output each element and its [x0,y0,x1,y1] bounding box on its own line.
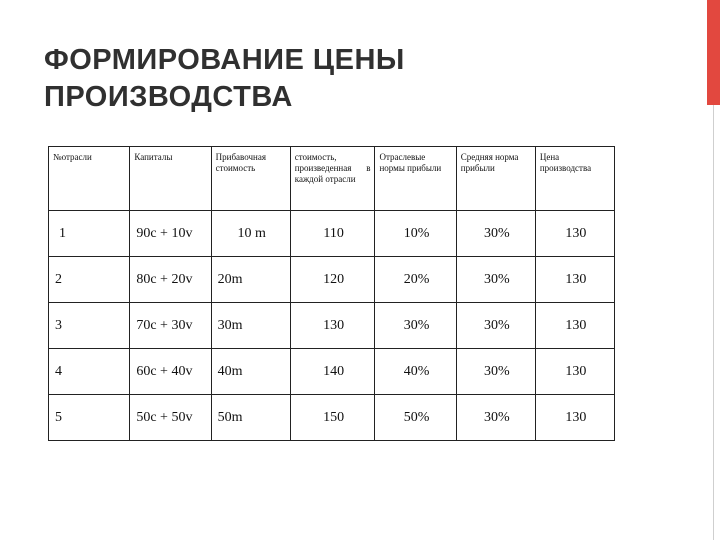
cell-capital: 70c + 30v [130,303,211,349]
cell-average-profit-rate: 30% [456,303,535,349]
cell-surplus-value: 40m [211,349,290,395]
cell-industry-profit-rate: 50% [375,395,456,441]
cell-average-profit-rate: 30% [456,211,535,257]
price-formation-table [48,146,615,441]
cell-produced-value: 150 [290,395,375,441]
slide-title [44,42,405,116]
table-row [49,257,615,303]
table-row [49,395,615,441]
header-produced-value: стоимость, произведенная в каждой отрасли [290,147,375,211]
cell-industry-profit-rate: 40% [375,349,456,395]
cell-capital: 80c + 20v [130,257,211,303]
cell-production-price: 130 [535,257,614,303]
cell-surplus-value: 20m [211,257,290,303]
table-row [49,211,615,257]
cell-industry-profit-rate: 10% [375,211,456,257]
header-industry-number: №отрасли [49,147,130,211]
cell-industry-number: 3 [49,303,130,349]
side-divider [713,105,714,540]
cell-capital: 60c + 40v [130,349,211,395]
cell-production-price: 130 [535,211,614,257]
cell-produced-value: 130 [290,303,375,349]
cell-industry-number: 1 [49,211,130,257]
header-capital: Капиталы [130,147,211,211]
accent-bar [707,0,720,105]
cell-surplus-value: 30m [211,303,290,349]
cell-average-profit-rate: 30% [456,349,535,395]
header-average-profit-rate: Средняя норма прибыли [456,147,535,211]
cell-surplus-value: 10 m [211,211,290,257]
cell-average-profit-rate: 30% [456,257,535,303]
slide-title-line-2: ПРОИЗВОДСТВА [44,81,293,113]
cell-capital: 90c + 10v [130,211,211,257]
cell-industry-number: 4 [49,349,130,395]
cell-average-profit-rate: 30% [456,395,535,441]
cell-production-price: 130 [535,303,614,349]
cell-surplus-value: 50m [211,395,290,441]
header-surplus-value: Прибавочная стоимость [211,147,290,211]
cell-produced-value: 110 [290,211,375,257]
cell-produced-value: 140 [290,349,375,395]
table-row [49,349,615,395]
cell-industry-number: 2 [49,257,130,303]
table-header-row [49,147,615,211]
cell-production-price: 130 [535,395,614,441]
cell-industry-profit-rate: 30% [375,303,456,349]
cell-industry-profit-rate: 20% [375,257,456,303]
header-production-price: Цена производства [535,147,614,211]
cell-industry-number: 5 [49,395,130,441]
table-row [49,303,615,349]
cell-produced-value: 120 [290,257,375,303]
slide-title-line-1: ФОРМИРОВАНИЕ ЦЕНЫ [44,44,405,76]
cell-production-price: 130 [535,349,614,395]
header-industry-profit-rate: Отраслевые нормы прибыли [375,147,456,211]
cell-capital: 50c + 50v [130,395,211,441]
